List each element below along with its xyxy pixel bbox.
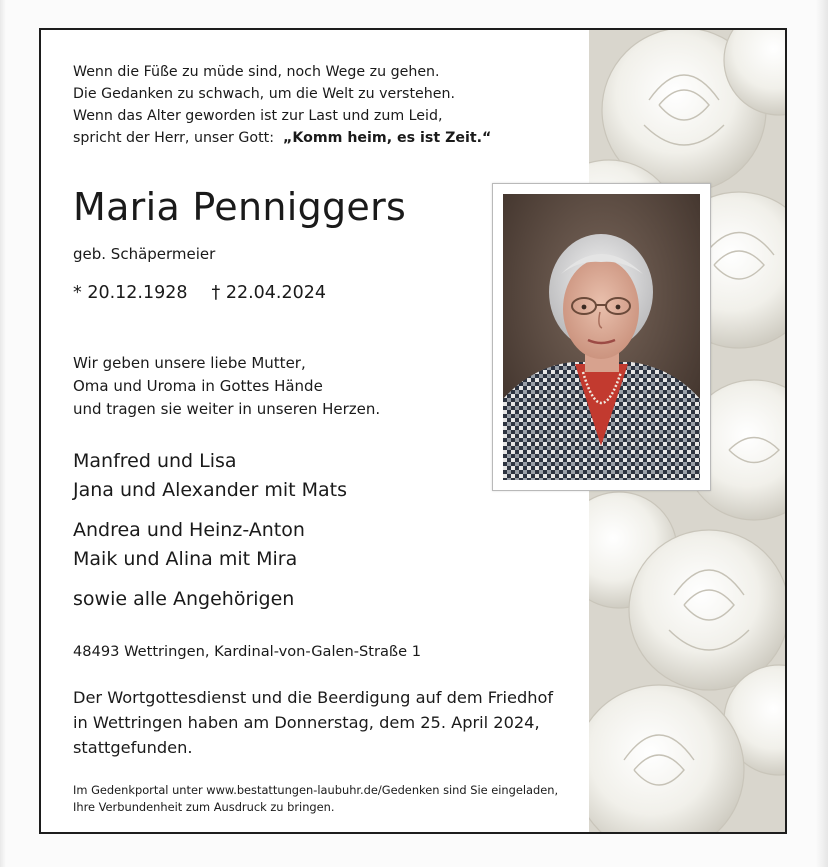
portal-line: Im Gedenkportal unter www.bestattungen-laubuhr.de/Gedenken sind Sie eingeladen, [73, 783, 559, 797]
memorial-portal-note [73, 782, 558, 816]
obituary-notice [39, 28, 787, 834]
poem-line [73, 127, 491, 149]
family-member: Manfred und Lisa [73, 450, 237, 472]
service-info [73, 685, 553, 760]
family-member: Andrea und Heinz-Anton [73, 519, 305, 541]
portal-line: Ihre Verbundenheit zum Ausdruck zu bringen. [73, 800, 335, 814]
family-member: sowie alle Angehörigen [73, 588, 295, 610]
intro-text [73, 352, 380, 421]
birth-date: * 20.12.1928 [73, 283, 188, 303]
deceased-name: Maria Penniggers [73, 185, 407, 229]
intro-line: Wir geben unsere liebe Mutter, [73, 354, 306, 372]
service-line: Der Wortgottesdienst und die Beerdigung auf dem Friedhof [73, 688, 554, 707]
poem-quote: „Komm heim, es ist Zeit.“ [283, 130, 492, 146]
portrait-frame [492, 183, 711, 491]
poem [73, 61, 491, 149]
maiden-name: geb. Schäpermeier [73, 245, 216, 263]
intro-line: Oma und Uroma in Gottes Hände [73, 377, 323, 395]
family-member: Maik und Alina mit Mira [73, 548, 298, 570]
life-dates [73, 283, 326, 303]
intro-line: und tragen sie weiter in unseren Herzen. [73, 400, 381, 418]
poem-line: Wenn das Alter geworden ist zur Last und zum Leid, [73, 108, 443, 124]
death-date: † 22.04.2024 [211, 283, 327, 303]
portrait-photo [503, 194, 700, 480]
address: 48493 Wettringen, Kardinal-von-Galen-Straße 1 [73, 643, 422, 660]
family-group [73, 585, 294, 614]
service-line: in Wettringen haben am Donnerstag, dem 25. April 2024, [73, 713, 540, 732]
poem-line-prefix: spricht der Herr, unser Gott: [73, 130, 274, 146]
family-group [73, 516, 305, 574]
family-member: Jana und Alexander mit Mats [73, 479, 347, 501]
poem-line: Wenn die Füße zu müde sind, noch Wege zu gehen. [73, 64, 440, 80]
service-line: stattgefunden. [73, 738, 193, 757]
poem-line: Die Gedanken zu schwach, um die Welt zu verstehen. [73, 86, 455, 102]
family-group [73, 447, 347, 505]
